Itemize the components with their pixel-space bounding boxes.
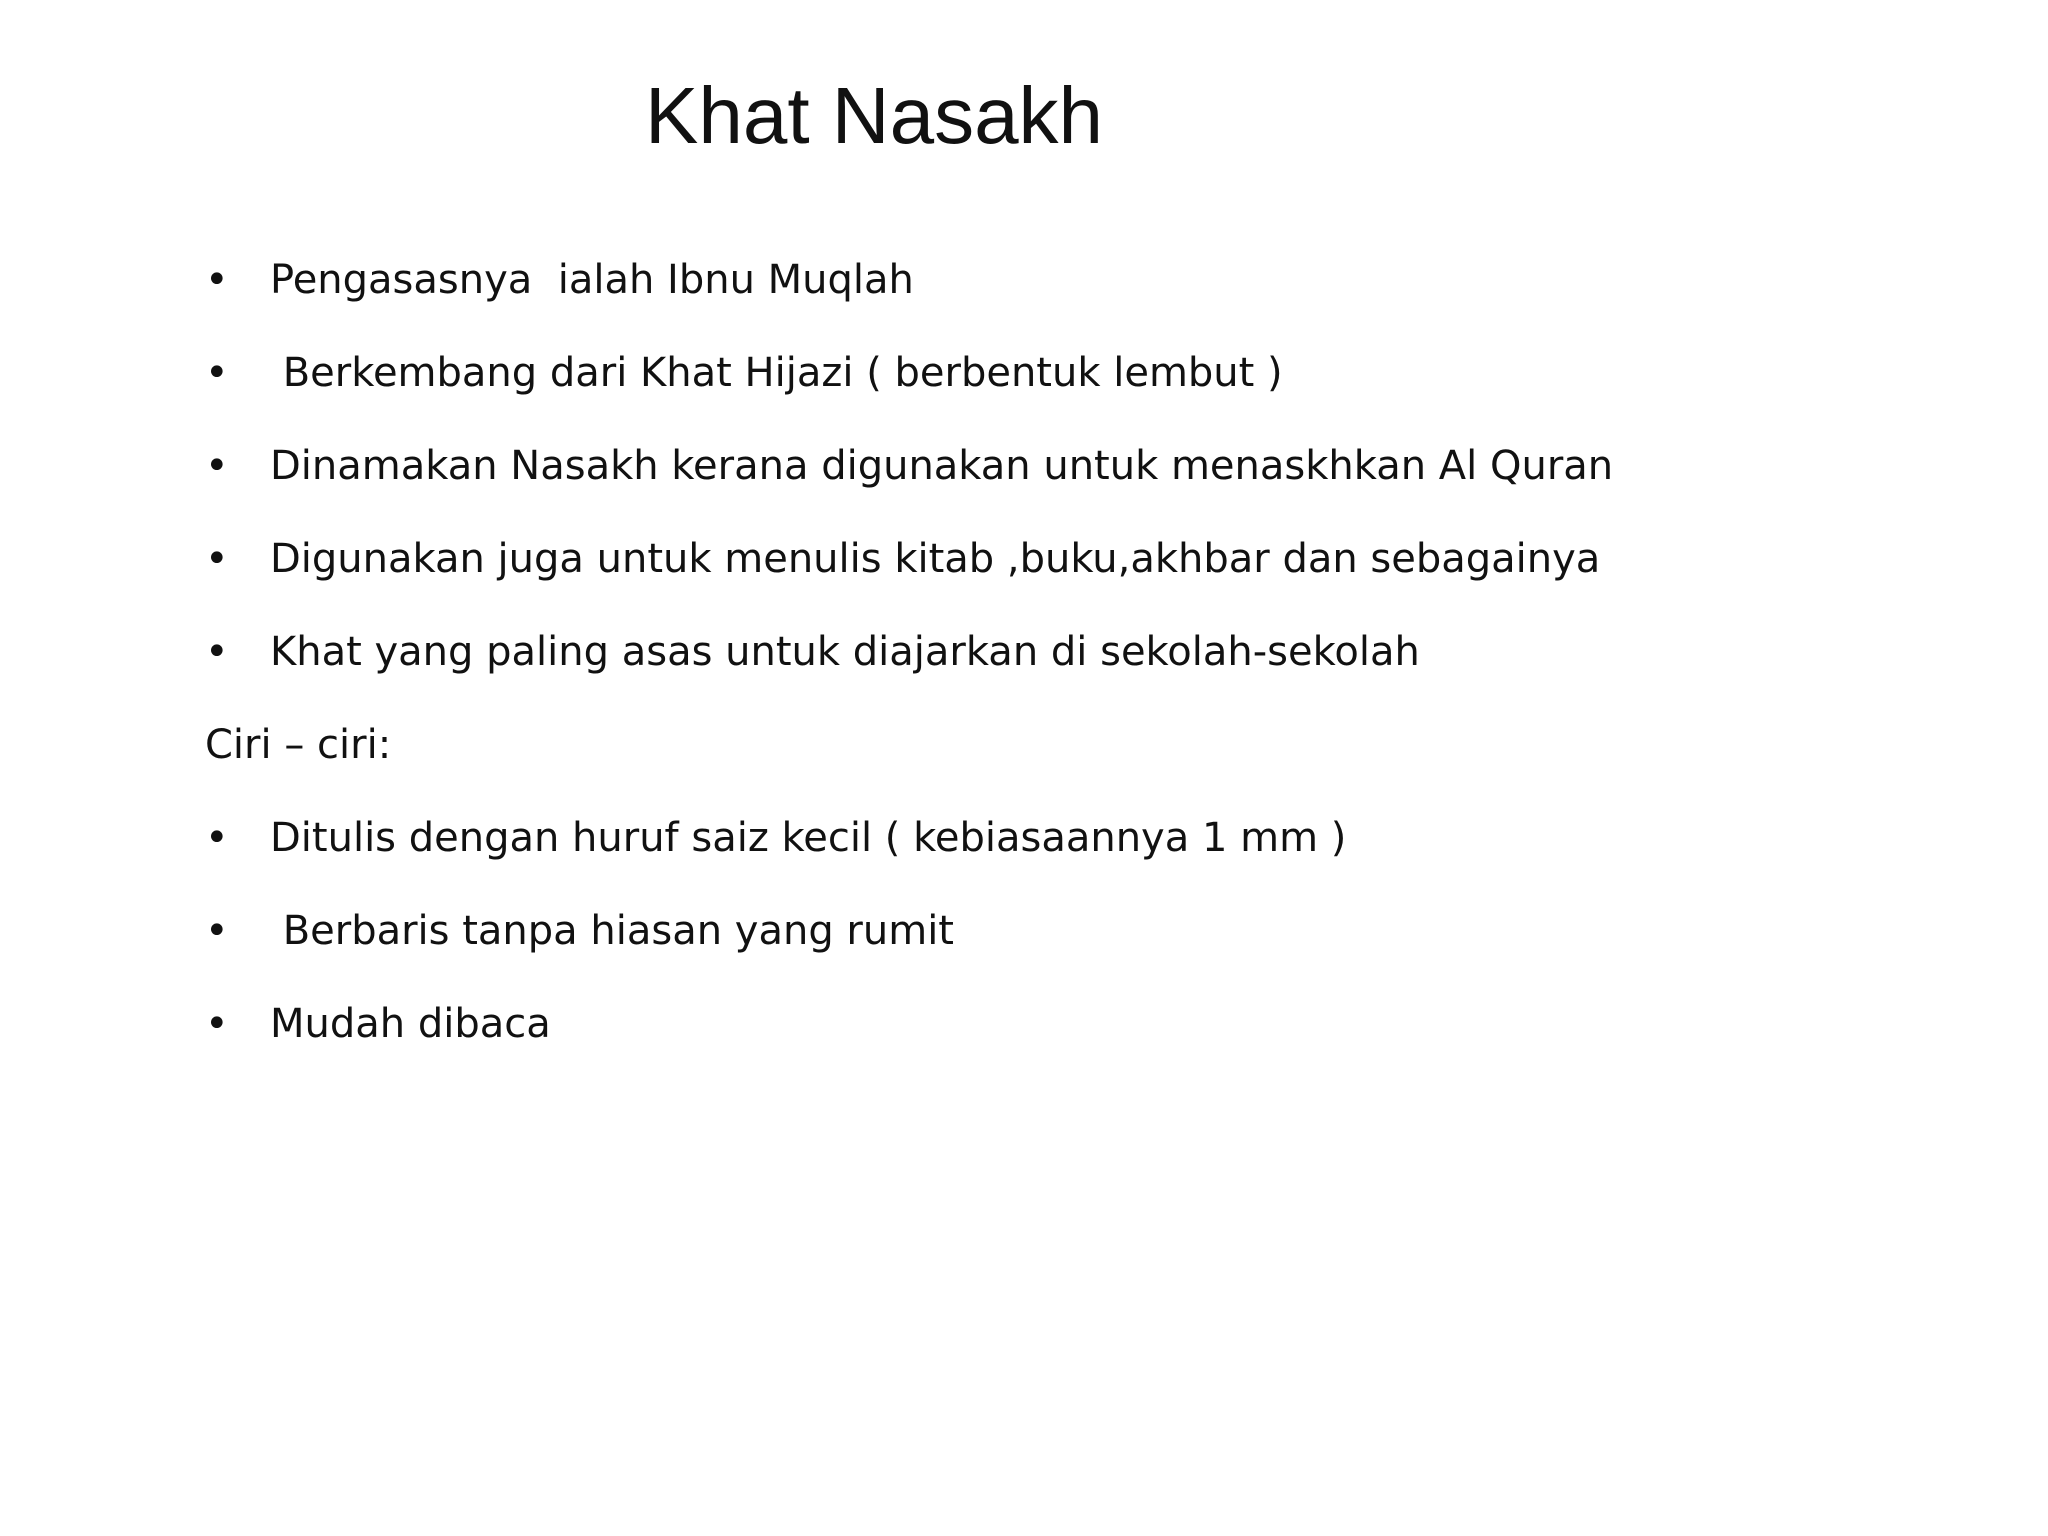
list-item xyxy=(205,420,1985,513)
bullet-icon: • xyxy=(205,257,229,303)
bullet-icon: • xyxy=(205,908,229,954)
slide-title: Khat Nasakh xyxy=(645,71,1104,160)
bullet-icon: • xyxy=(205,443,229,489)
list-item xyxy=(205,606,1985,699)
list-item-text: Dinamakan Nasakh kerana digunakan untuk menaskhkan Al Quran xyxy=(270,443,1614,489)
bullet-icon: • xyxy=(205,815,229,861)
bullet-icon: • xyxy=(205,629,229,675)
list-item xyxy=(205,234,1985,327)
subheading xyxy=(205,699,1985,792)
list-item xyxy=(205,327,1985,420)
list-item-text: Berkembang dari Khat Hijazi ( berbentuk lembut ) xyxy=(270,350,1283,396)
list-item xyxy=(205,513,1985,606)
bullet-icon: • xyxy=(205,536,229,582)
slide-content xyxy=(205,234,1985,1071)
list-item-text: Ditulis dengan huruf saiz kecil ( kebiasaannya 1 mm ) xyxy=(270,815,1347,861)
list-item-text: Berbaris tanpa hiasan yang rumit xyxy=(270,908,954,954)
list-item-text: Digunakan juga untuk menulis kitab ,buku,akhbar dan sebagainya xyxy=(270,536,1601,582)
list-item-text: Pengasasnya ialah Ibnu Muqlah xyxy=(270,257,914,303)
list-item xyxy=(205,885,1985,978)
list-item-text: Khat yang paling asas untuk diajarkan di sekolah-sekolah xyxy=(270,629,1420,675)
list-item xyxy=(205,792,1985,885)
subheading-text: Ciri – ciri: xyxy=(205,722,392,768)
list-item xyxy=(205,978,1985,1071)
bullet-icon: • xyxy=(205,350,229,396)
bullet-icon: • xyxy=(205,1001,229,1047)
list-item-text: Mudah dibaca xyxy=(270,1001,551,1047)
